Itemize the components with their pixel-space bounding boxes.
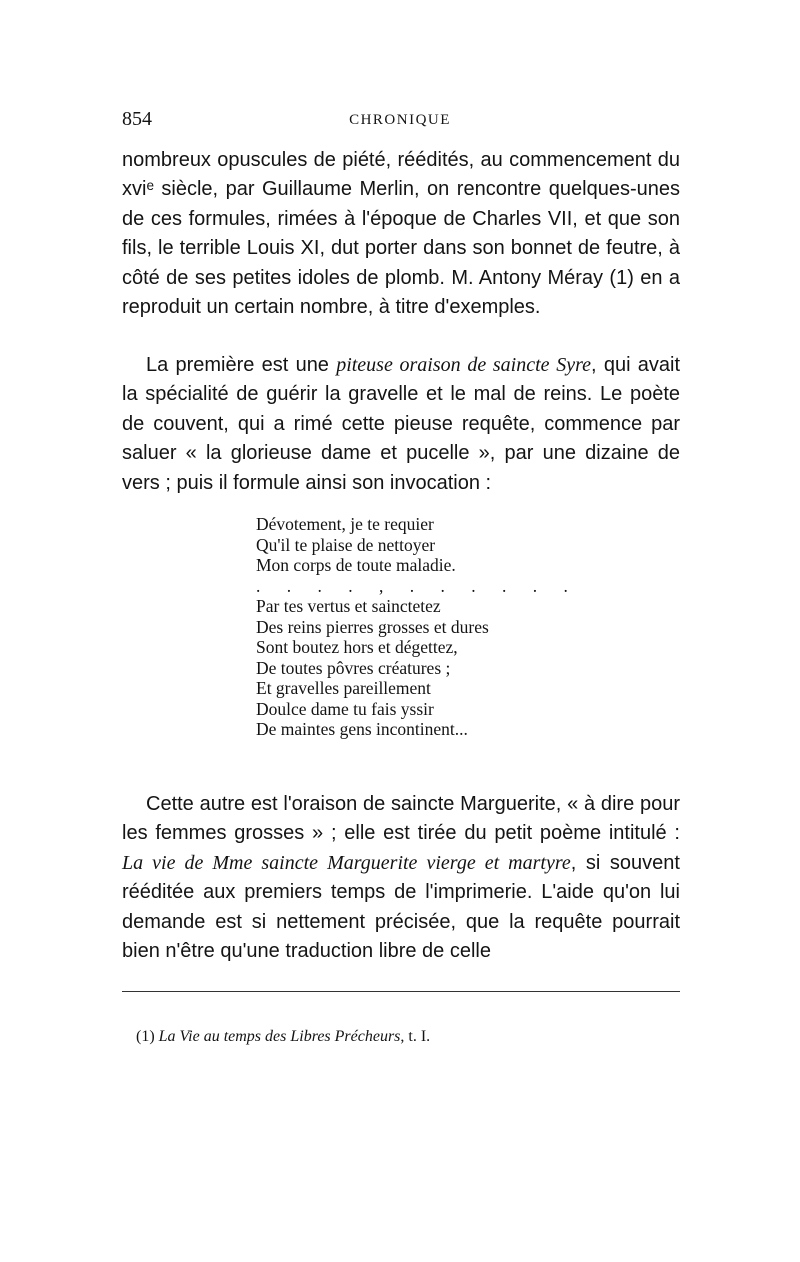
poem-line: Mon corps de toute maladie.: [256, 555, 456, 575]
poem-line: Dévotement, je te requier: [256, 514, 434, 534]
footnote-marker: (1): [136, 1028, 155, 1045]
poem-line: Et gravelles pareillement: [256, 678, 431, 698]
paragraph-2-after: , qui avait la spécialité de guérir la gravelle et le mal de reins. Le poète de couvent, qui a rimé cette pieuse requête, commence par saluer « la glorieuse dame et pucelle », par une dizaine de vers ; puis il formule ainsi son invocation :: [122, 354, 681, 494]
footnote: [136, 1028, 430, 1046]
poem-line: Doulce dame tu fais yssir: [256, 698, 434, 719]
paragraph-3-title: La vie de Mme saincte Marguerite vierge et martyre: [122, 851, 571, 874]
footnote-rule: [122, 991, 680, 992]
paragraph-3-before: Cette autre est l'oraison de saincte Marguerite, « à dire pour les femmes grosses » ; elle est tirée du petit poème intitulé :: [122, 793, 680, 845]
paragraph-1: nombreux opuscules de piété, réédités, au commencement du xviᵉ siècle, par Guillaume Merlin, on rencontre quelques-unes de ces formules, rimées à l'époque de Charles VII, et que son fils, le terrible Louis XI, dut porter dans son bonnet de feutre, à côté de ses petites idoles de plomb. M. Antony Méray (1) en a reproduit un certain nombre, à titre d'exemples.: [122, 149, 680, 319]
poem-line: Par tes vertus et sainctetez: [256, 596, 441, 616]
paragraph-2-before: La première est une: [146, 354, 337, 376]
poem-line: De toutes pôvres créatures ;: [256, 657, 451, 678]
poem-line: Des reins pierres grosses et dures: [256, 616, 489, 637]
paragraph-3: [122, 790, 680, 966]
page-number: 854: [122, 108, 152, 130]
footnote-after: , t. I.: [400, 1028, 431, 1045]
paragraph-2-title: piteuse oraison de saincte Syre: [336, 354, 592, 376]
footnote-title: La Vie au temps des Libres Précheurs: [158, 1028, 401, 1045]
running-head: CHRONIQUE: [349, 112, 451, 128]
poem-block: [256, 514, 676, 740]
poem-ellipsis: . . . . , . . . . . .: [256, 575, 579, 596]
poem-line: Sont boutez hors et dégettez,: [256, 637, 458, 657]
paragraph-3-after: , si souvent rééditée aux premiers temps de l'imprimerie. L'aide qu'on lui demande est si nettement précisée, que la requête pourrait bien n'être qu'une traduction libre de celle: [122, 851, 680, 963]
poem-line: Qu'il te plaise de nettoyer: [256, 534, 436, 555]
poem-line: De maintes gens incontinent...: [256, 719, 468, 739]
paragraph-2: [122, 351, 680, 498]
